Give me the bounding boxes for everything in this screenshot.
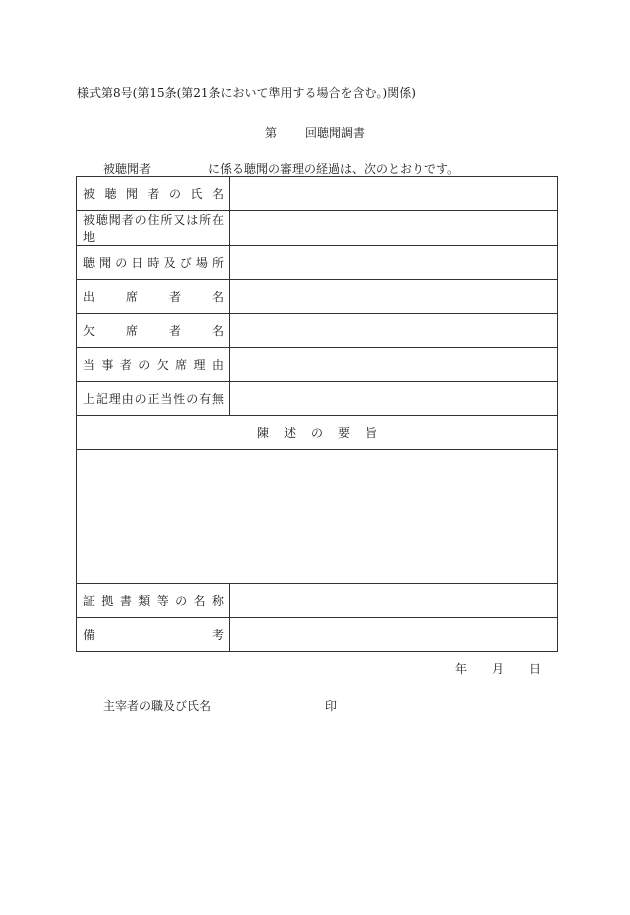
row-value-datetime-place[interactable]: [230, 246, 558, 280]
title-prefix: 第: [264, 126, 277, 140]
form-reference: 様式第8号(第15条(第21条において準用する場合を含む。)関係): [77, 86, 416, 100]
document-title: [0, 124, 630, 141]
table-row: [77, 618, 558, 652]
row-label-reason-validity: 上記理由の正当性の有無: [77, 382, 230, 416]
presider-label: 主宰者の職及び氏名: [103, 699, 212, 713]
row-label-attendees: 出席者名: [77, 280, 230, 314]
row-label-address: 被聴聞者の住所又は所在地: [77, 211, 230, 246]
hearing-record-table: [76, 176, 558, 652]
row-value-evidence[interactable]: [230, 584, 558, 618]
date-day: 日: [529, 662, 542, 676]
date-year: 年: [455, 662, 468, 676]
row-value-address[interactable]: [230, 211, 558, 246]
table-row: [77, 584, 558, 618]
table-row: [77, 280, 558, 314]
table-row: [77, 246, 558, 280]
row-label-name: 被聴聞者の氏名: [77, 177, 230, 211]
title-main: 回聴聞調書: [305, 126, 366, 140]
section-header-statement: 陳述の要旨: [77, 416, 558, 450]
row-value-remarks[interactable]: [230, 618, 558, 652]
row-label-remarks: 備考: [77, 618, 230, 652]
seal-mark: 印: [325, 699, 338, 713]
intro-statement: に係る聴聞の審理の経過は、次のとおりです。: [208, 162, 460, 176]
table-row: [77, 450, 558, 584]
row-label-evidence: 証拠書類等の名称: [77, 584, 230, 618]
table-row: [77, 348, 558, 382]
date-month: 月: [492, 662, 505, 676]
table-row: [77, 416, 558, 450]
row-label-absence-reason: 当事者の欠席理由: [77, 348, 230, 382]
intro-subject: 被聴聞者: [103, 162, 152, 176]
row-value-attendees[interactable]: [230, 280, 558, 314]
table-row: [77, 177, 558, 211]
row-value-name[interactable]: [230, 177, 558, 211]
row-label-absentees: 欠席者名: [77, 314, 230, 348]
row-label-datetime-place: 聴聞の日時及び場所: [77, 246, 230, 280]
table-row: [77, 382, 558, 416]
row-value-absentees[interactable]: [230, 314, 558, 348]
row-value-reason-validity[interactable]: [230, 382, 558, 416]
table-row: [77, 211, 558, 246]
row-value-absence-reason[interactable]: [230, 348, 558, 382]
statement-body[interactable]: [77, 450, 558, 584]
table-row: [77, 314, 558, 348]
